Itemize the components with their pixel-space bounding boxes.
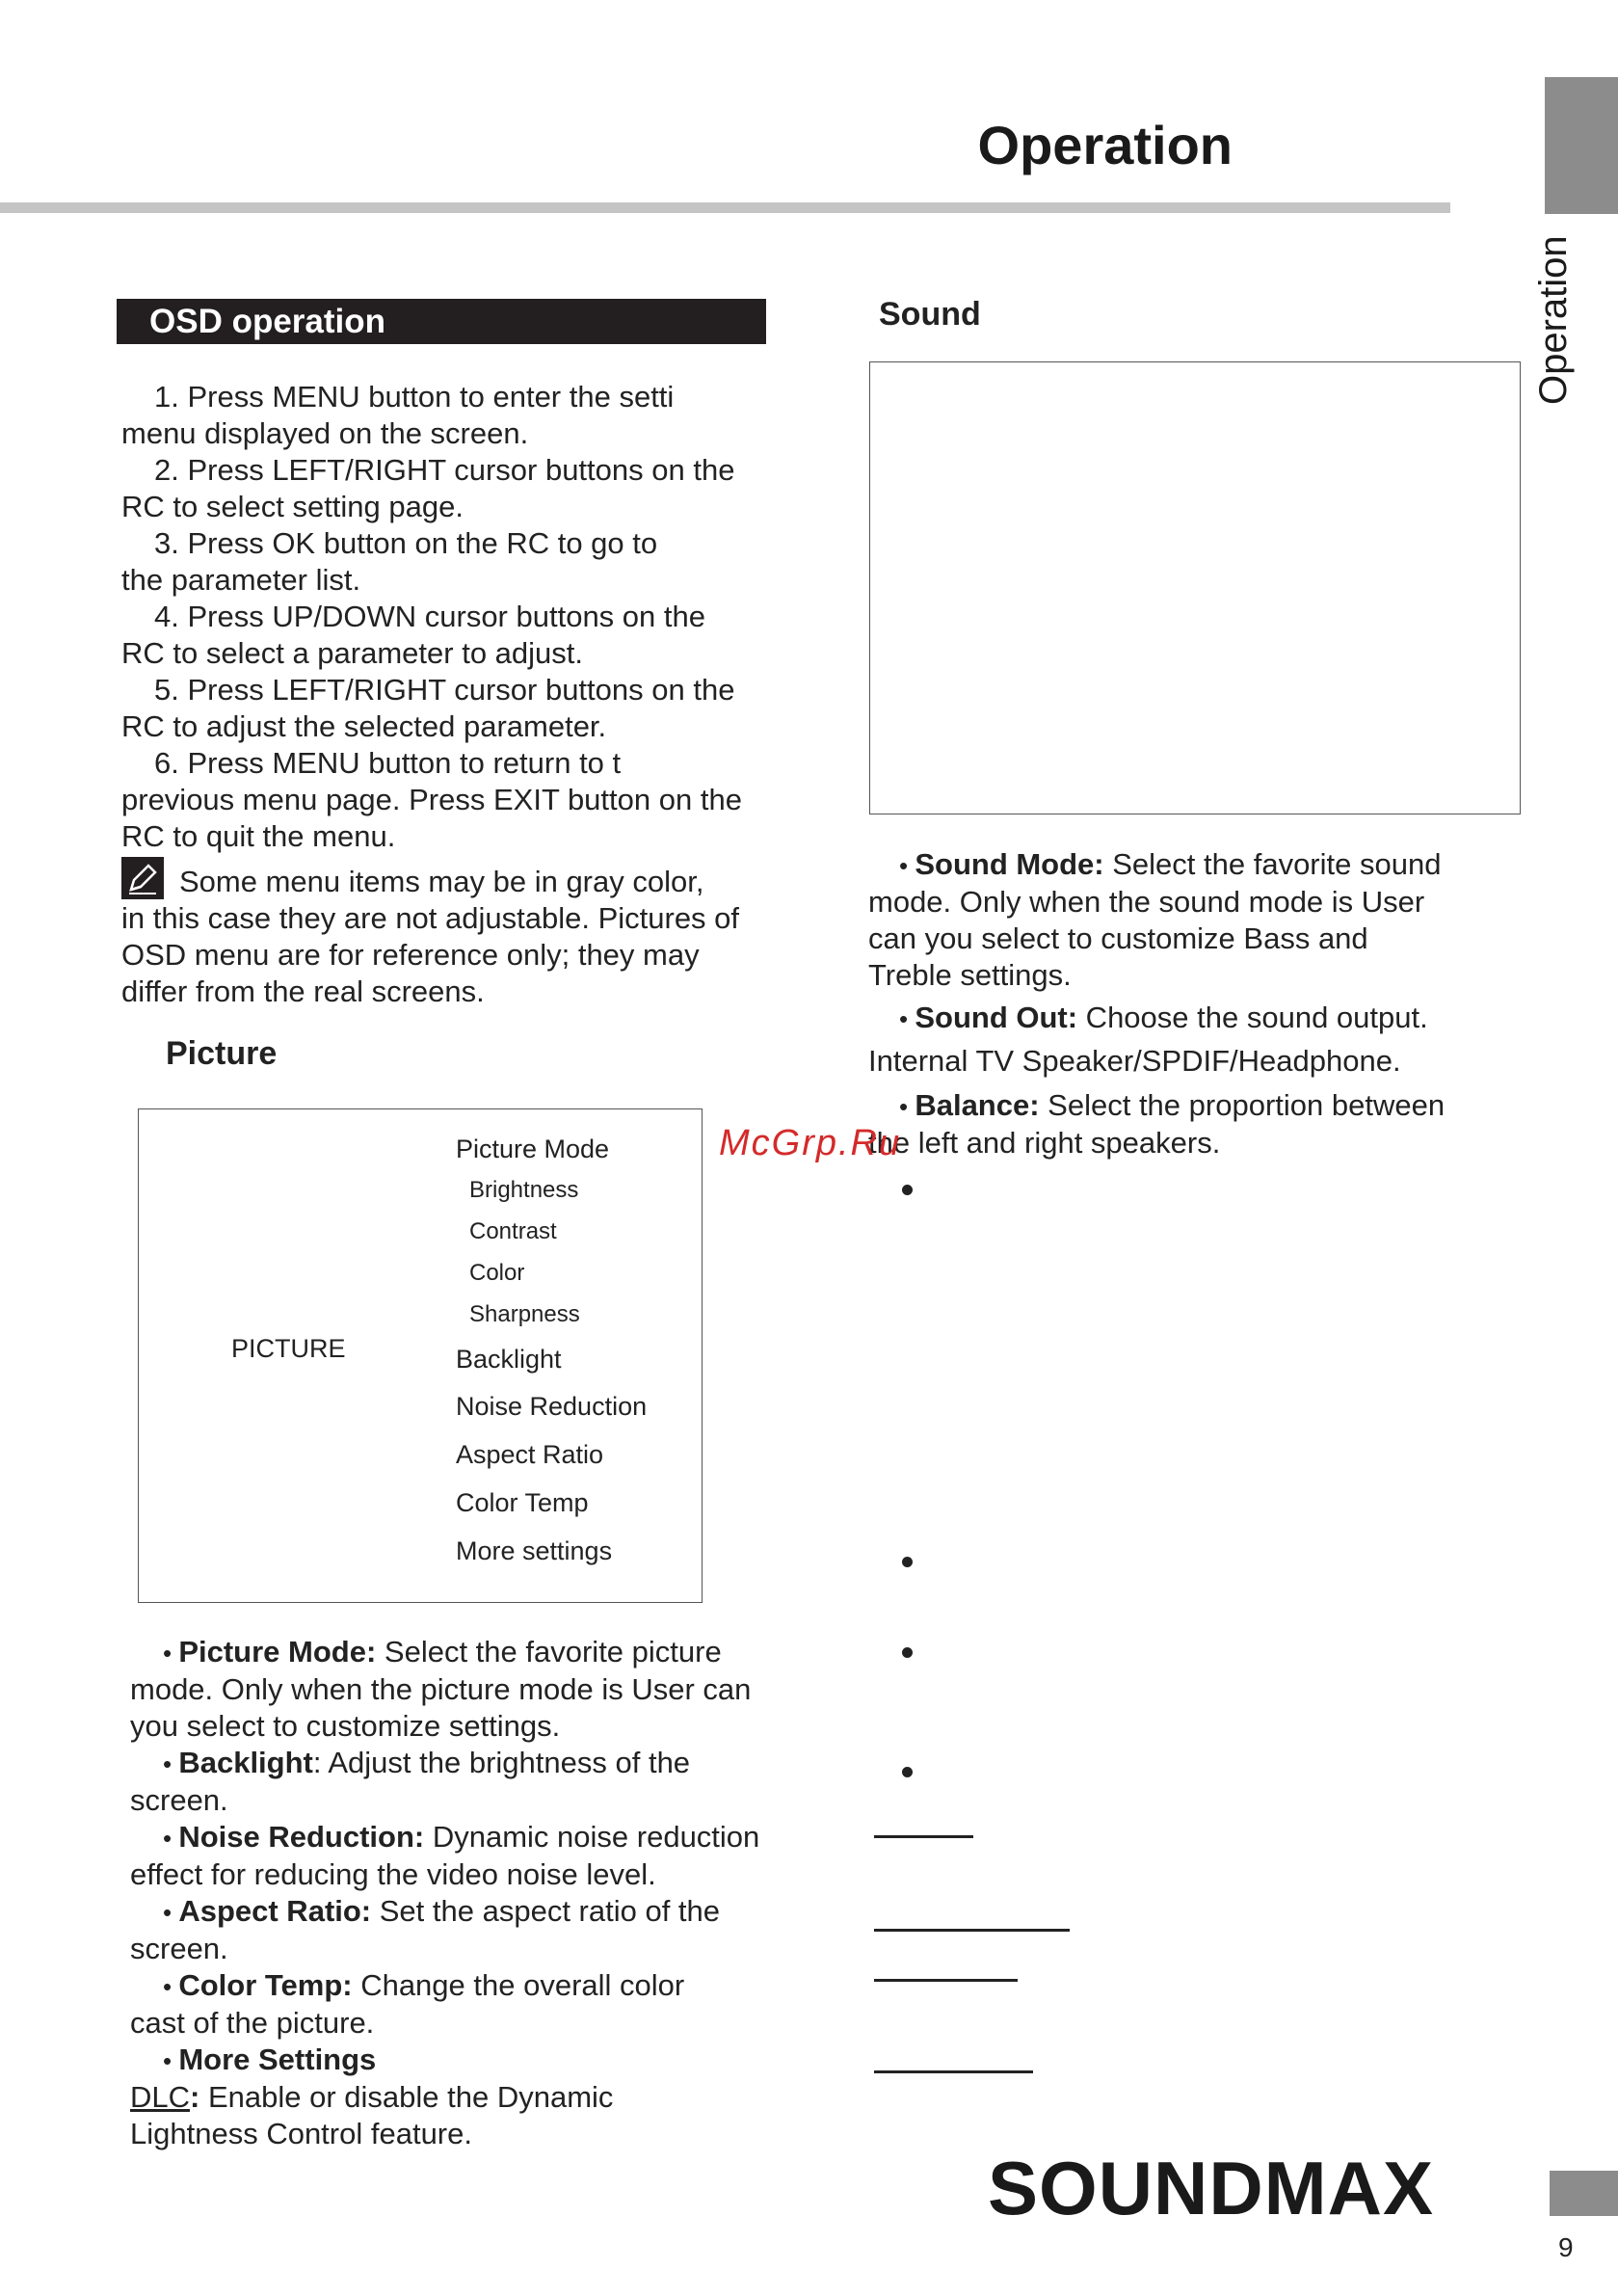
step-line: 6. Press MENU button to return to t — [154, 746, 622, 780]
bullet-text: Choose the sound output. — [1077, 1001, 1428, 1034]
bullet-cont: can you select to customize Bass and — [868, 921, 1368, 955]
menu-item: Sharpness — [469, 1301, 580, 1327]
bullet-cont: the left and right speakers. — [868, 1126, 1221, 1160]
bullet-icon — [902, 1647, 913, 1658]
bullet-cont: screen. — [130, 1783, 228, 1817]
bullet-cont: Treble settings. — [868, 958, 1072, 992]
watermark: McGrp.Ru — [719, 1123, 902, 1163]
bullet-text: Dynamic noise reduction — [424, 1820, 760, 1854]
bullet-cont: screen. — [130, 1932, 228, 1965]
bullet-icon: • — [899, 1004, 915, 1033]
divider — [874, 1979, 1018, 1982]
divider — [874, 2070, 1033, 2073]
bullet-term: More Settings — [178, 2042, 377, 2076]
step-line: the parameter list. — [121, 563, 361, 597]
bullet-term: Sound Out: — [915, 1001, 1078, 1034]
note-line: Some menu items may be in gray color, — [179, 865, 704, 898]
dlc-colon: : — [190, 2080, 200, 2114]
bullet-cont: you select to customize settings. — [130, 1709, 561, 1743]
menu-item: Color Temp — [456, 1488, 589, 1517]
bullet-icon: • — [899, 851, 915, 880]
menu-item: Aspect Ratio — [456, 1440, 604, 1469]
dlc-cont: Lightness Control feature. — [130, 2117, 472, 2150]
bullet-icon: • — [163, 1749, 179, 1778]
bullet-icon — [902, 1557, 913, 1567]
step-line: 5. Press LEFT/RIGHT cursor buttons on the — [154, 673, 735, 707]
bullet-cont: effect for reducing the video noise level. — [130, 1857, 656, 1891]
picture-heading: Picture — [166, 1035, 278, 1072]
bullet-icon — [902, 1185, 913, 1195]
osd-steps — [121, 379, 742, 855]
header-rule — [0, 202, 1450, 213]
bullet-cont: cast of the picture. — [130, 2006, 375, 2040]
menu-item: Brightness — [469, 1177, 579, 1203]
bullet-term: Aspect Ratio: — [178, 1894, 372, 1928]
bullet-cont: mode. Only when the picture mode is User can — [130, 1672, 752, 1706]
bullet-term: Noise Reduction: — [178, 1820, 425, 1854]
dlc-term: DLC — [130, 2080, 191, 2114]
menu-item: Contrast — [469, 1218, 557, 1244]
side-tab — [1545, 77, 1618, 214]
osd-heading: OSD operation — [117, 299, 766, 344]
divider — [874, 1835, 973, 1838]
bullet-text: : Adjust the brightness of the — [312, 1746, 691, 1779]
bullet-term: Backlight — [178, 1746, 313, 1779]
note-line: differ from the real screens. — [121, 974, 485, 1008]
bullet-icon: • — [899, 1092, 915, 1121]
step-line: 4. Press UP/DOWN cursor buttons on the — [154, 600, 705, 633]
bullet-icon: • — [163, 1639, 179, 1668]
menu-item: Backlight — [456, 1345, 562, 1374]
menu-item: Color — [469, 1260, 525, 1286]
step-line: 1. Press MENU button to enter the setti — [154, 380, 675, 414]
bullet-text: Select the favorite picture — [376, 1635, 722, 1669]
picture-bullets — [130, 1634, 759, 2152]
bullet-term: Sound Mode: — [915, 847, 1104, 881]
note-line: in this case they are not adjustable. Pictures of — [121, 901, 740, 935]
bullet-icon — [902, 1767, 913, 1777]
osd-note — [121, 857, 739, 1010]
bullet-term: Balance: — [915, 1088, 1040, 1122]
bullet-text: Select the proportion between — [1039, 1088, 1446, 1122]
page-title: Operation — [977, 115, 1233, 175]
page-number: 9 — [1558, 2232, 1574, 2262]
step-line: RC to adjust the selected parameter. — [121, 709, 607, 743]
bullet-cont: mode. Only when the sound mode is User — [868, 885, 1425, 919]
picture-menu-label: PICTURE — [231, 1334, 346, 1363]
bullet-cont: Internal TV Speaker/SPDIF/Headphone. — [868, 1044, 1401, 1078]
dlc-text: Enable or disable the Dynamic — [199, 2080, 614, 2114]
bullet-icon: • — [163, 1972, 179, 2001]
bullet-term: Picture Mode: — [178, 1635, 377, 1669]
page-tab — [1550, 2171, 1618, 2216]
menu-item: Picture Mode — [456, 1135, 610, 1163]
step-line: previous menu page. Press EXIT button on the — [121, 783, 742, 816]
picture-menu-box — [138, 1108, 703, 1603]
bullet-term: Color Temp: — [178, 1968, 353, 2002]
step-line: 3. Press OK button on the RC to go to — [154, 526, 658, 560]
bullet-text: Select the favorite sound — [1103, 847, 1442, 881]
step-line: menu displayed on the screen. — [121, 416, 529, 450]
step-line: RC to select setting page. — [121, 490, 464, 523]
step-line: RC to select a parameter to adjust. — [121, 636, 584, 670]
step-line: RC to quit the menu. — [121, 819, 396, 853]
divider — [874, 1929, 1070, 1932]
sound-heading: Sound — [879, 296, 981, 333]
menu-item: Noise Reduction — [456, 1392, 648, 1421]
brand-logo: SOUNDMAX — [988, 2146, 1435, 2230]
bullet-icon: • — [163, 1824, 179, 1853]
bullet-text: Set the aspect ratio of the — [371, 1894, 721, 1928]
pencil-note-icon — [121, 857, 164, 899]
menu-item: More settings — [456, 1536, 613, 1565]
step-line: 2. Press LEFT/RIGHT cursor buttons on the — [154, 453, 735, 487]
note-line: OSD menu are for reference only; they may — [121, 938, 700, 972]
bullet-icon: • — [163, 1898, 179, 1927]
bullet-icon: • — [163, 2046, 179, 2075]
sound-menu-box — [869, 361, 1521, 814]
bullet-text: Change the overall color — [352, 1968, 685, 2002]
sound-bullets — [868, 846, 1445, 1161]
side-tab-label: Operation — [1532, 235, 1575, 405]
